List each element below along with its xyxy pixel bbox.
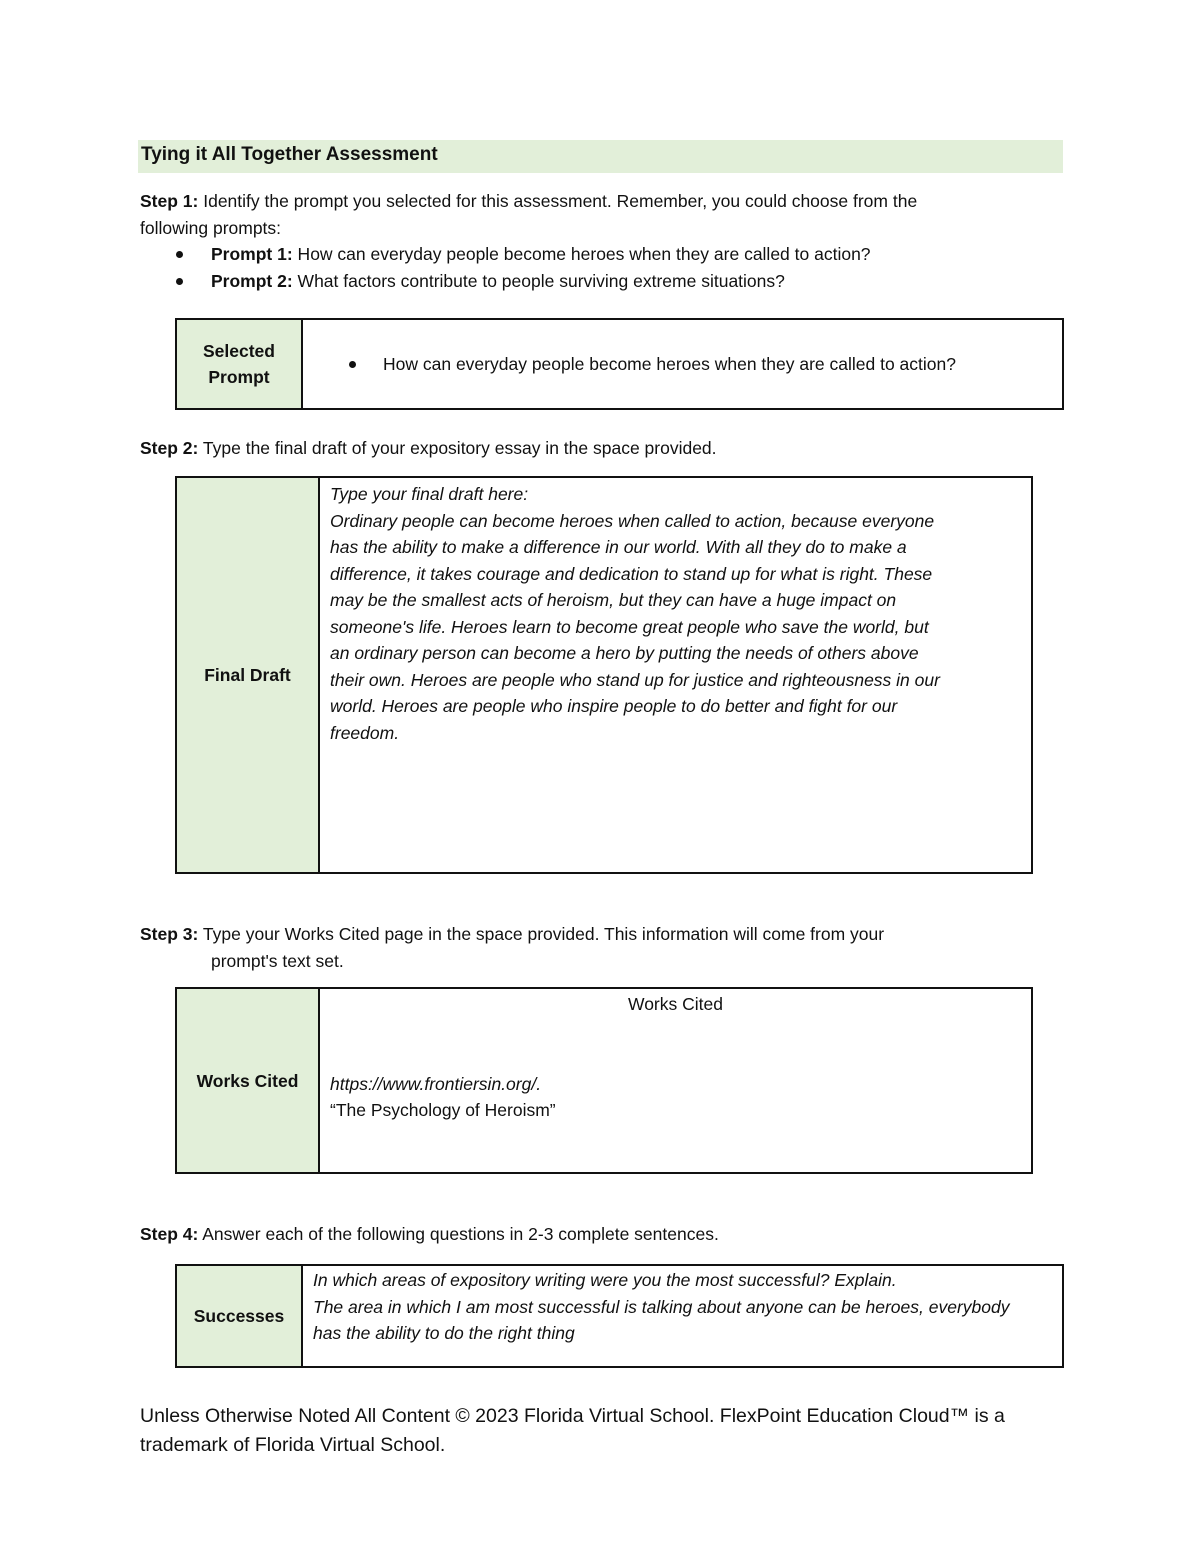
prompt-list-item [176, 268, 1076, 295]
final-draft-line: freedom. [330, 722, 400, 743]
successes-table [175, 1264, 1064, 1368]
step4-text: Answer each of the following questions in 2-3 complete sentences. [198, 1224, 719, 1244]
step1-instructions [140, 188, 1070, 242]
works-cited-source-title: “The Psychology of Heroism” [330, 1100, 556, 1120]
page-title: Tying it All Together Assessment [141, 144, 438, 165]
bullet-icon [349, 361, 356, 368]
selected-prompt-label [176, 319, 302, 409]
successes-question: In which areas of expository writing were you the most successful? Explain. [313, 1270, 897, 1290]
selected-prompt-label-line1: Selected [203, 341, 275, 361]
step1-label: Step 1: [140, 191, 199, 211]
prompt-2-text: What factors contribute to people surviving extreme situations? [292, 271, 785, 291]
successes-answer-line: has the ability to do the right thing [313, 1323, 575, 1343]
step3-text: Type your Works Cited page in the space provided. This information will come from your [198, 924, 885, 944]
final-draft-text-area[interactable] [319, 477, 1032, 873]
successes-text [303, 1266, 1062, 1347]
successes-answer-line: The area in which I am most successful is talking about anyone can be heroes, everybody [313, 1296, 1010, 1317]
works-cited-text-area[interactable] [319, 988, 1032, 1173]
step2-text: Type the final draft of your expository essay in the space provided. [198, 438, 717, 458]
successes-text-area[interactable] [302, 1265, 1063, 1367]
final-draft-line: Type your final draft here: [330, 484, 529, 504]
prompt-list-item [176, 241, 1076, 268]
title-bar [138, 140, 1063, 173]
prompt-1-label: Prompt 1: [211, 244, 293, 264]
bullet-icon [176, 278, 183, 285]
prompt-1-text: How can everyday people become heroes when they are called to action? [292, 244, 871, 264]
works-cited-label: Works Cited [176, 988, 319, 1173]
final-draft-line: someone's life. Heroes learn to become great people who save the world, but [330, 616, 929, 637]
final-draft-line: may be the smallest acts of heroism, but they can have a huge impact on [330, 590, 897, 610]
step4-instructions [140, 1221, 1070, 1248]
selected-prompt-table [175, 318, 1064, 410]
final-draft-line: their own. Heroes are people who stand up for justice and righteousness in our [330, 669, 940, 690]
step4-label: Step 4: [140, 1224, 199, 1244]
copyright-footer [140, 1402, 1070, 1460]
prompt-2-label: Prompt 2: [211, 271, 293, 291]
works-cited-url: https://www.frontiersin.org/. [330, 1074, 542, 1094]
final-draft-line: Ordinary people can become heroes when called to action, because everyone [330, 510, 935, 531]
step3-instructions [140, 921, 1070, 975]
footer-line: Unless Otherwise Noted All Content © 2023 Florida Virtual School. FlexPoint Education Cloud™ is a [140, 1405, 1005, 1427]
final-draft-table [175, 476, 1033, 874]
step2-instructions [140, 435, 1070, 462]
selected-prompt-value: How can everyday people become heroes when they are called to action? [383, 353, 956, 374]
step1-text: Identify the prompt you selected for this assessment. Remember, you could choose from the [198, 191, 918, 211]
bullet-icon [176, 251, 183, 258]
step1-text-continued: following prompts: [140, 218, 282, 238]
selected-prompt-label-line2: Prompt [208, 367, 270, 387]
step3-label: Step 3: [140, 924, 199, 944]
successes-label: Successes [176, 1265, 302, 1367]
final-draft-label: Final Draft [176, 477, 319, 873]
final-draft-line: difference, it takes courage and dedication to stand up for what is right. These [330, 563, 933, 584]
final-draft-line: has the ability to make a difference in our world. With all they do to make a [330, 537, 907, 557]
works-cited-table [175, 987, 1033, 1174]
footer-line: trademark of Florida Virtual School. [140, 1434, 446, 1456]
works-cited-heading: Works Cited [628, 994, 723, 1014]
step2-label: Step 2: [140, 438, 199, 458]
final-draft-text [320, 478, 1031, 746]
step3-text-continued: prompt's text set. [211, 951, 344, 971]
final-draft-line: world. Heroes are people who inspire people to do better and fight for our [330, 696, 898, 716]
final-draft-line: an ordinary person can become a hero by putting the needs of others above [330, 643, 919, 663]
selected-prompt-value-cell[interactable] [302, 319, 1063, 409]
